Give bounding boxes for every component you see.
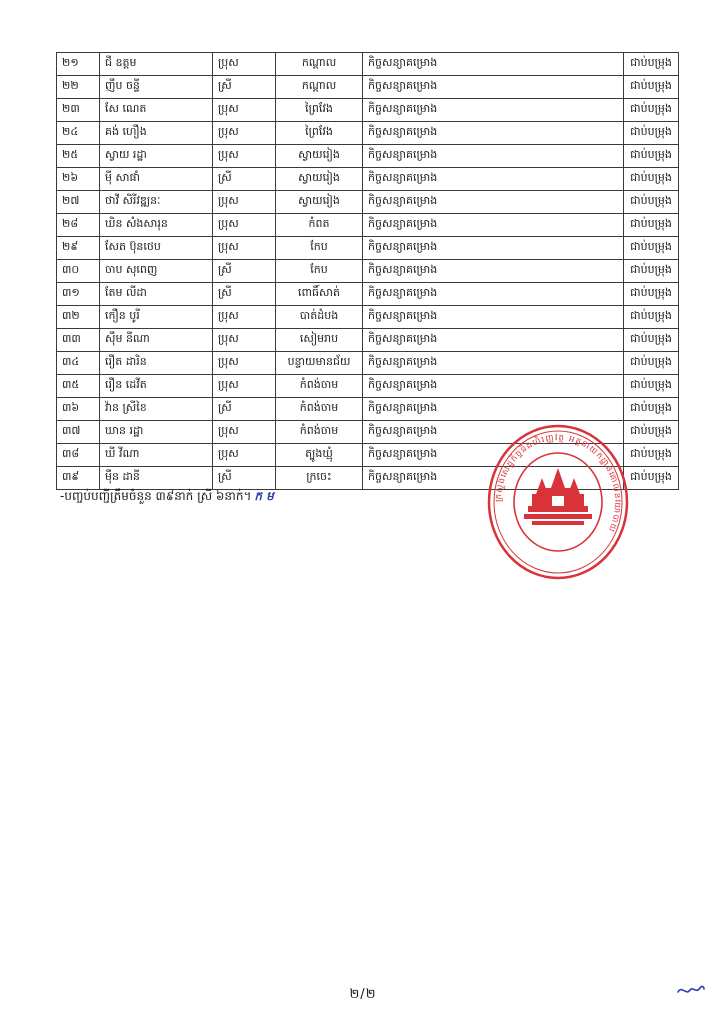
position-type: កិច្ចសន្យាគម្រោង [363, 421, 624, 444]
result-status: ជាប់បម្រុង [624, 398, 679, 421]
result-status: ជាប់បម្រុង [624, 76, 679, 99]
candidate-province: ព្រៃវែង [276, 122, 363, 145]
candidate-name: ចាប សុពេញ [100, 260, 213, 283]
candidate-name: សែ ណេត [100, 99, 213, 122]
candidate-sex: ស្រី [213, 467, 276, 490]
candidate-name: ឃី វីណា [100, 444, 213, 467]
candidate-name: ម៉ឺន ដានី [100, 467, 213, 490]
candidate-province: សៀមរាប [276, 329, 363, 352]
table-row [57, 329, 679, 352]
candidate-name: គង់ ហឿង [100, 122, 213, 145]
position-type: កិច្ចសន្យាគម្រោង [363, 145, 624, 168]
candidate-sex: ស្រី [213, 283, 276, 306]
candidate-name: រឿត ដារិន [100, 352, 213, 375]
position-type: កិច្ចសន្យាគម្រោង [363, 329, 624, 352]
position-type: កិច្ចសន្យាគម្រោង [363, 168, 624, 191]
candidate-province: កំពង់ចាម [276, 375, 363, 398]
candidate-sex: ប្រុស [213, 375, 276, 398]
table-row [57, 53, 679, 76]
result-status: ជាប់បម្រុង [624, 329, 679, 352]
table-row [57, 214, 679, 237]
position-type: កិច្ចសន្យាគម្រោង [363, 283, 624, 306]
angkor-seal-icon [524, 468, 592, 525]
table-row [57, 191, 679, 214]
row-number: ៣៨ [57, 444, 100, 467]
position-type: កិច្ចសន្យាគម្រោង [363, 306, 624, 329]
result-status: ជាប់បម្រុង [624, 467, 679, 490]
candidate-sex: ប្រុស [213, 99, 276, 122]
candidate-name: ជី ឧត្តម [100, 53, 213, 76]
table-row [57, 398, 679, 421]
official-stamp [486, 422, 630, 582]
position-type: កិច្ចសន្យាគម្រោង [363, 352, 624, 375]
candidate-sex: ប្រុស [213, 352, 276, 375]
candidate-sex: ប្រុស [213, 306, 276, 329]
candidate-name: ញឹប ចន្ទី [100, 76, 213, 99]
position-type: កិច្ចសន្យាគម្រោង [363, 398, 624, 421]
result-status: ជាប់បម្រុង [624, 444, 679, 467]
summary-note [60, 488, 274, 506]
candidate-province: ស្វាយរៀង [276, 145, 363, 168]
table-row [57, 260, 679, 283]
position-type: កិច្ចសន្យាគម្រោង [363, 76, 624, 99]
candidate-name: ឃិន សំងសារុន [100, 214, 213, 237]
row-number: ៣២ [57, 306, 100, 329]
result-status: ជាប់បម្រុង [624, 260, 679, 283]
table-row [57, 99, 679, 122]
candidate-province: កំពង់ចាម [276, 421, 363, 444]
table-row [57, 352, 679, 375]
candidate-province: កំពត [276, 214, 363, 237]
candidate-province: កណ្តាល [276, 76, 363, 99]
candidate-province: កែប [276, 260, 363, 283]
row-number: ៣០ [57, 260, 100, 283]
candidate-province: កែប [276, 237, 363, 260]
candidate-name: សែត ប៊ុនថេប [100, 237, 213, 260]
position-type: កិច្ចសន្យាគម្រោង [363, 237, 624, 260]
result-status: ជាប់បម្រុង [624, 99, 679, 122]
summary-note-text: -បញ្ចប់បញ្ជីត្រឹមចំនួន ៣៩នាក់ ស្រី ៦នាក់។ [60, 489, 252, 503]
position-type: កិច្ចសន្យាគម្រោង [363, 214, 624, 237]
candidate-sex: ប្រុស [213, 214, 276, 237]
candidate-name: ស៊ឹម នីណា [100, 329, 213, 352]
table-row [57, 306, 679, 329]
candidate-name: ស្វាយ រដ្ឋា [100, 145, 213, 168]
row-number: ២៨ [57, 214, 100, 237]
result-status: ជាប់បម្រុង [624, 283, 679, 306]
result-status: ជាប់បម្រុង [624, 122, 679, 145]
position-type: កិច្ចសន្យាគម្រោង [363, 99, 624, 122]
row-number: ២២ [57, 76, 100, 99]
candidate-province: កណ្តាល [276, 53, 363, 76]
row-number: ២៣ [57, 99, 100, 122]
candidate-name: វ៉ាន ស្រីខៃ [100, 398, 213, 421]
candidate-sex: ប្រុស [213, 53, 276, 76]
candidate-province: ព្រៃវែង [276, 99, 363, 122]
candidate-sex: ប្រុស [213, 444, 276, 467]
candidate-province: ស្វាយរៀង [276, 191, 363, 214]
candidate-name: ថាវី សិរីវឌ្ឍនៈ [100, 191, 213, 214]
position-type: កិច្ចសន្យាគម្រោង [363, 191, 624, 214]
candidate-name: កឿន បូរី [100, 306, 213, 329]
result-status: ជាប់បម្រុង [624, 237, 679, 260]
candidate-sex: ស្រី [213, 76, 276, 99]
table-row [57, 168, 679, 191]
candidate-province: ពោធិ៍សាត់ [276, 283, 363, 306]
table-row [57, 283, 679, 306]
row-number: ២៩ [57, 237, 100, 260]
candidate-province: កំពង់ចាម [276, 398, 363, 421]
position-type: កិច្ចសន្យាគម្រោង [363, 444, 624, 467]
result-status: ជាប់បម្រុង [624, 53, 679, 76]
result-status: ជាប់បម្រុង [624, 214, 679, 237]
page-number: ២/២ [349, 987, 377, 1002]
candidate-sex: ស្រី [213, 260, 276, 283]
position-type: កិច្ចសន្យាគម្រោង [363, 467, 624, 490]
candidate-sex: ប្រុស [213, 191, 276, 214]
result-status: ជាប់បម្រុង [624, 421, 679, 444]
handwritten-mark: ក ម [254, 489, 274, 503]
candidate-province: បាត់ដំបង [276, 306, 363, 329]
table-row [57, 237, 679, 260]
candidate-province: បន្ទាយមានជ័យ [276, 352, 363, 375]
row-number: ៣៤ [57, 352, 100, 375]
row-number: ៣៦ [57, 398, 100, 421]
position-type: កិច្ចសន្យាគម្រោង [363, 260, 624, 283]
candidate-name: រឿន ដេវីត [100, 375, 213, 398]
row-number: ៣៥ [57, 375, 100, 398]
row-number: ២៧ [57, 191, 100, 214]
row-number: ២៥ [57, 145, 100, 168]
row-number: ៣៣ [57, 329, 100, 352]
candidate-sex: ប្រុស [213, 122, 276, 145]
row-number: ៣៧ [57, 421, 100, 444]
row-number: ២៤ [57, 122, 100, 145]
result-status: ជាប់បម្រុង [624, 375, 679, 398]
result-status: ជាប់បម្រុង [624, 191, 679, 214]
candidate-sex: ប្រុស [213, 329, 276, 352]
signature-initial [676, 982, 706, 998]
table-row [57, 122, 679, 145]
candidate-province: ក្រចេះ [276, 467, 363, 490]
result-status: ជាប់បម្រុង [624, 352, 679, 375]
table-row [57, 76, 679, 99]
stamp-text: ក្រសួងសេដ្ឋកិច្ចនិងហិរញ្ញវត្ថុ អគ្គនាយកដ្ឋានគោលនយោបាយ [493, 432, 623, 534]
candidate-sex: ប្រុស [213, 145, 276, 168]
result-status: ជាប់បម្រុង [624, 168, 679, 191]
result-status: ជាប់បម្រុង [624, 145, 679, 168]
candidate-sex: ស្រី [213, 168, 276, 191]
candidate-sex: ប្រុស [213, 237, 276, 260]
candidate-name: ឃាន រដ្ឋា [100, 421, 213, 444]
position-type: កិច្ចសន្យាគម្រោង [363, 53, 624, 76]
row-number: ៣៩ [57, 467, 100, 490]
row-number: ៣១ [57, 283, 100, 306]
candidate-province: ត្បូងឃ្មុំ [276, 444, 363, 467]
candidate-sex: ប្រុស [213, 421, 276, 444]
result-status: ជាប់បម្រុង [624, 306, 679, 329]
candidate-province: ស្វាយរៀង [276, 168, 363, 191]
position-type: កិច្ចសន្យាគម្រោង [363, 122, 624, 145]
row-number: ២១ [57, 53, 100, 76]
candidate-name: តែម លីដា [100, 283, 213, 306]
position-type: កិច្ចសន្យាគម្រោង [363, 375, 624, 398]
candidate-name: ម៉ី សាផាំ [100, 168, 213, 191]
table-row [57, 375, 679, 398]
row-number: ២៦ [57, 168, 100, 191]
table-row [57, 145, 679, 168]
candidate-sex: ស្រី [213, 398, 276, 421]
